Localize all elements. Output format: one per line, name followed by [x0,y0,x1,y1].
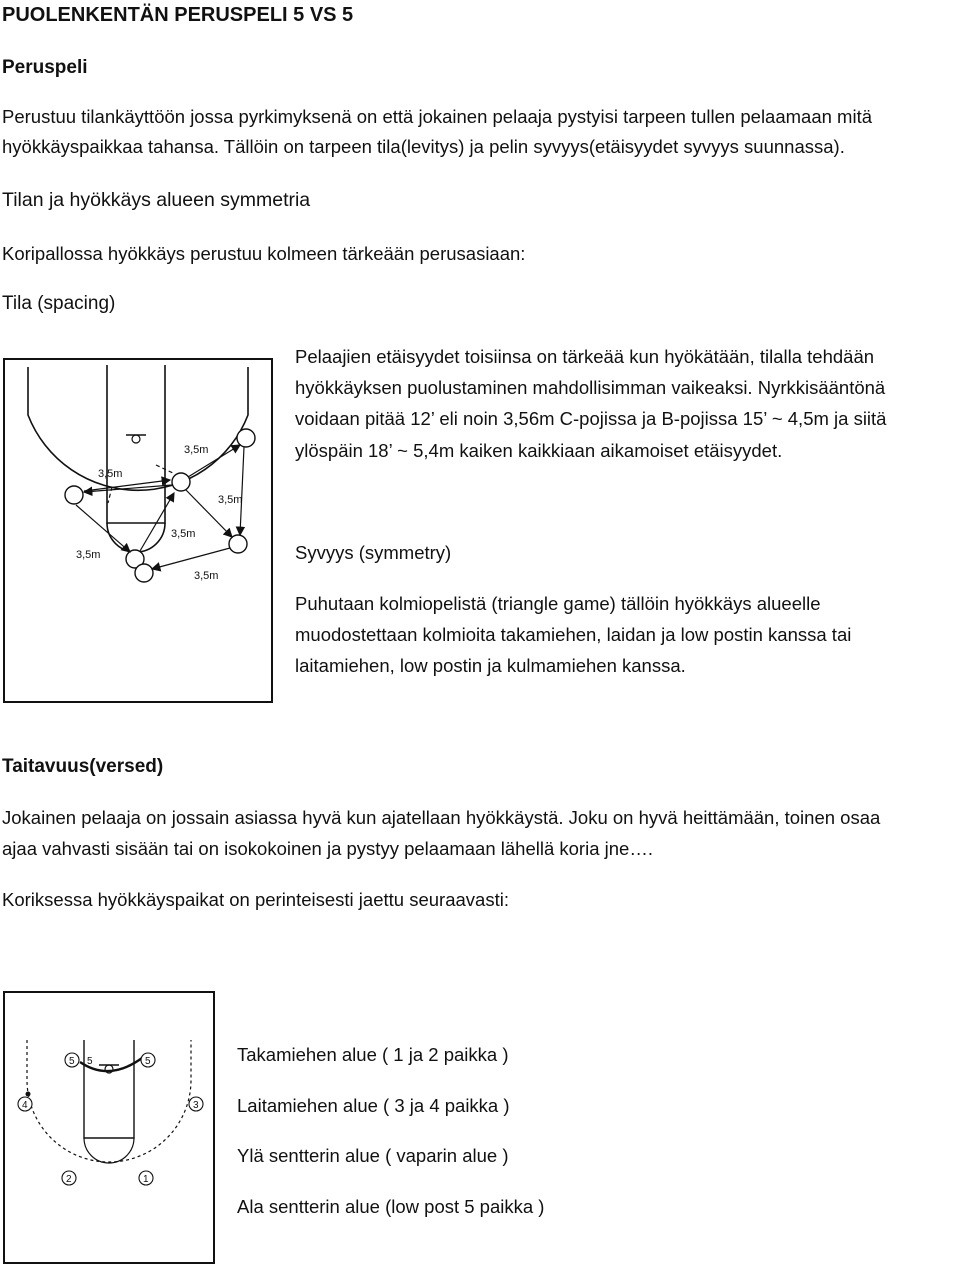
distance-label: 3,5m [194,570,219,582]
subheading-syvyys: Syvyys (symmetry) [295,542,452,563]
spacing-arrow [240,447,244,535]
player-marker [172,473,190,491]
player-number: 1 [143,1174,149,1185]
distance-label: 3,5m [76,549,101,561]
syvyys-text-line: laitamiehen, low postin ja kulmamiehen kanssa. [295,655,686,676]
player-number: 4 [22,1100,28,1111]
player-number: 3 [193,1100,199,1111]
player-number: 5 [87,1056,93,1067]
player-number: 5 [145,1056,151,1067]
lane [107,365,165,523]
koriksessa-text: Koriksessa hyökkäyspaikat on perinteisesti jaettu seuraavasti: [2,889,509,910]
free-throw-circle [84,1138,134,1163]
paragraph-line: Perustuu tilankäyttöön jossa pyrkimyksenä on että jokainen pelaaja pystyisi tarpeen tullen pelaamaan mitä [2,106,872,127]
court-boundary [4,992,214,1263]
paragraph-line: hyökkäyspaikkaa tahansa. Tällöin on tarpeen tila(levitys) ja pelin syvyys(etäisyydet syvyys suunnassa). [2,136,845,157]
three-point-arc [28,367,248,490]
area-item: Laitamiehen alue ( 3 ja 4 paikka ) [237,1095,510,1116]
distance-label: 3,5m [184,444,209,456]
court-boundary [4,359,272,702]
tila-text-line: hyökkäyksen puolustaminen mahdollisimman vaikeaksi. Nyrkkisääntönä [295,377,886,398]
player-marker [229,535,247,553]
three-point-arc [27,1040,191,1162]
subheading-taitavuus: Taitavuus(versed) [2,756,164,777]
page-title: PUOLENKENTÄN PERUSPELI 5 VS 5 [2,4,354,26]
area-item: Ala sentterin alue (low post 5 paikka ) [237,1196,545,1217]
player-marker [135,564,153,582]
distance-label: 3,5m [171,528,196,540]
tila-text-line: voidaan pitää 12’ eli noin 3,56m C-pojissa ja B-pojissa 15’ ~ 4,5m ja siitä [295,408,887,429]
distance-label: 3,5m [98,468,123,480]
tila-text-line: Pelaajien etäisyydet toisiinsa on tärkeää kun hyökätään, tilalla tehdään [295,346,875,367]
tila-text-line: ylöspäin 18’ ~ 5,4m kaiken kaikkiaan aikamoiset etäisyydet. [295,440,783,461]
spacing-court-diagram [0,355,275,705]
taitavuus-text-line: ajaa vahvasti sisään tai on isokokoinen ja pystyy pelaamaan lähellä koria jne…. [2,838,653,859]
section-heading-peruspeli: Peruspeli [2,57,88,78]
lane [84,1040,134,1138]
intro-text: Koripallossa hyökkäys perustuu kolmeen tärkeään perusasiaan: [2,243,526,264]
positions-court-diagram [0,990,218,1265]
syvyys-text-line: Puhutaan kolmiopelistä (triangle game) tällöin hyökkäys alueelle [295,593,821,614]
player-marker [237,429,255,447]
player-marker [65,486,83,504]
spacing-arrow [152,548,230,569]
player-number: 2 [66,1174,72,1185]
section-heading-symmetria: Tilan ja hyökkäys alueen symmetria [2,189,311,211]
spacing-arrow [76,505,130,552]
area-item: Ylä sentterin alue ( vaparin alue ) [237,1145,509,1166]
basket [132,435,140,443]
subheading-tila: Tila (spacing) [2,293,116,314]
syvyys-text-line: muodostettaan kolmioita takamiehen, laidan ja low postin kanssa tai [295,624,852,645]
area-item: Takamiehen alue ( 1 ja 2 paikka ) [237,1044,509,1065]
free-throw-circle [107,523,165,552]
player-number: 5 [69,1056,75,1067]
distance-label: 3,5m [218,494,243,506]
ball-dot [26,1092,31,1097]
taitavuus-text-line: Jokainen pelaaja on jossain asiassa hyvä kun ajatellaan hyökkäystä. Joku on hyvä heittämään, toinen osaa [2,807,881,828]
